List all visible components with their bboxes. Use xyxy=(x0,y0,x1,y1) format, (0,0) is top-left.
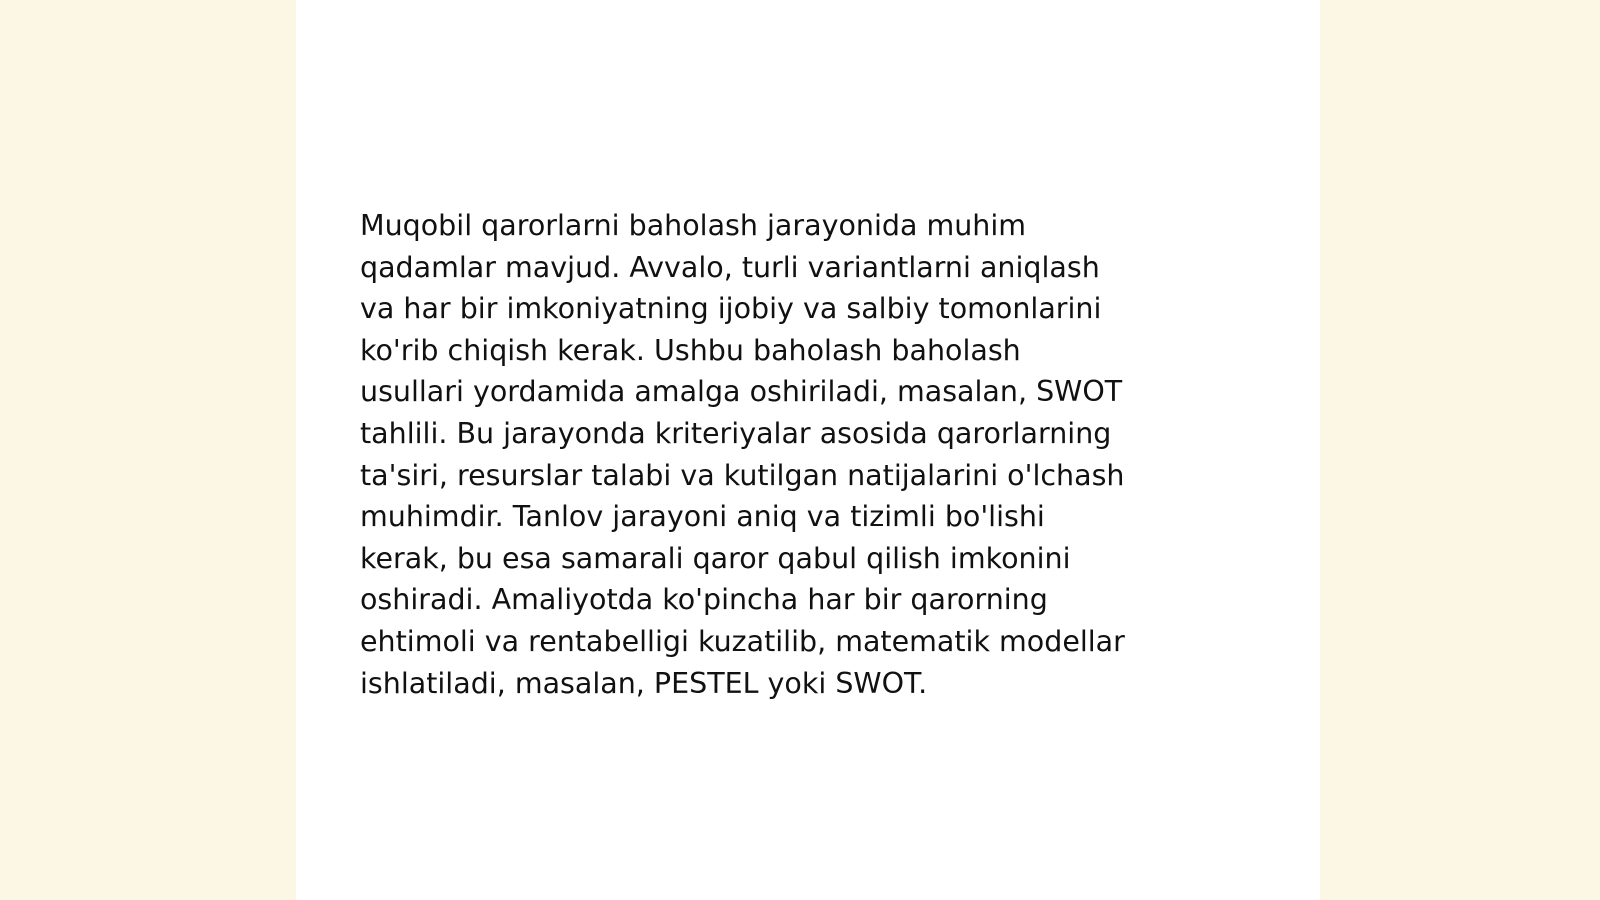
paragraph-line: va har bir imkoniyatning ijobiy va salbiy tomonlarini xyxy=(360,292,1102,326)
paragraph-line: muhimdir. Tanlov jarayoni aniq va tizimli bo'lishi xyxy=(360,500,1045,534)
paragraph-line: ko'rib chiqish kerak. Ushbu baholash baholash xyxy=(360,333,1021,367)
paragraph-line: tahlili. Bu jarayonda kriteriyalar asosida qarorlarning xyxy=(360,416,1112,450)
paragraph-line: Muqobil qarorlarni baholash jarayonida muhim xyxy=(360,209,1027,242)
paragraph-line: ehtimoli va rentabelligi kuzatilib, matematik modellar xyxy=(360,624,1125,658)
paragraph-line: oshiradi. Amaliyotda ko'pincha har bir qarorning xyxy=(360,583,1048,617)
paragraph-line: ta'siri, resurslar talabi va kutilgan natijalarini o'lchash xyxy=(360,458,1125,492)
background-left xyxy=(0,0,296,900)
paragraph-line: ishlatiladi, masalan, PESTEL yoki SWOT. xyxy=(360,666,928,700)
slide xyxy=(296,0,1320,900)
paragraph-line: kerak, bu esa samarali qaror qabul qilish imkonini xyxy=(360,541,1071,575)
body-paragraph xyxy=(360,205,1240,704)
background-right xyxy=(1320,0,1600,900)
paragraph-line: qadamlar mavjud. Avvalo, turli variantlarni aniqlash xyxy=(360,250,1100,284)
paragraph-line: usullari yordamida amalga oshiriladi, masalan, SWOT xyxy=(360,375,1123,409)
